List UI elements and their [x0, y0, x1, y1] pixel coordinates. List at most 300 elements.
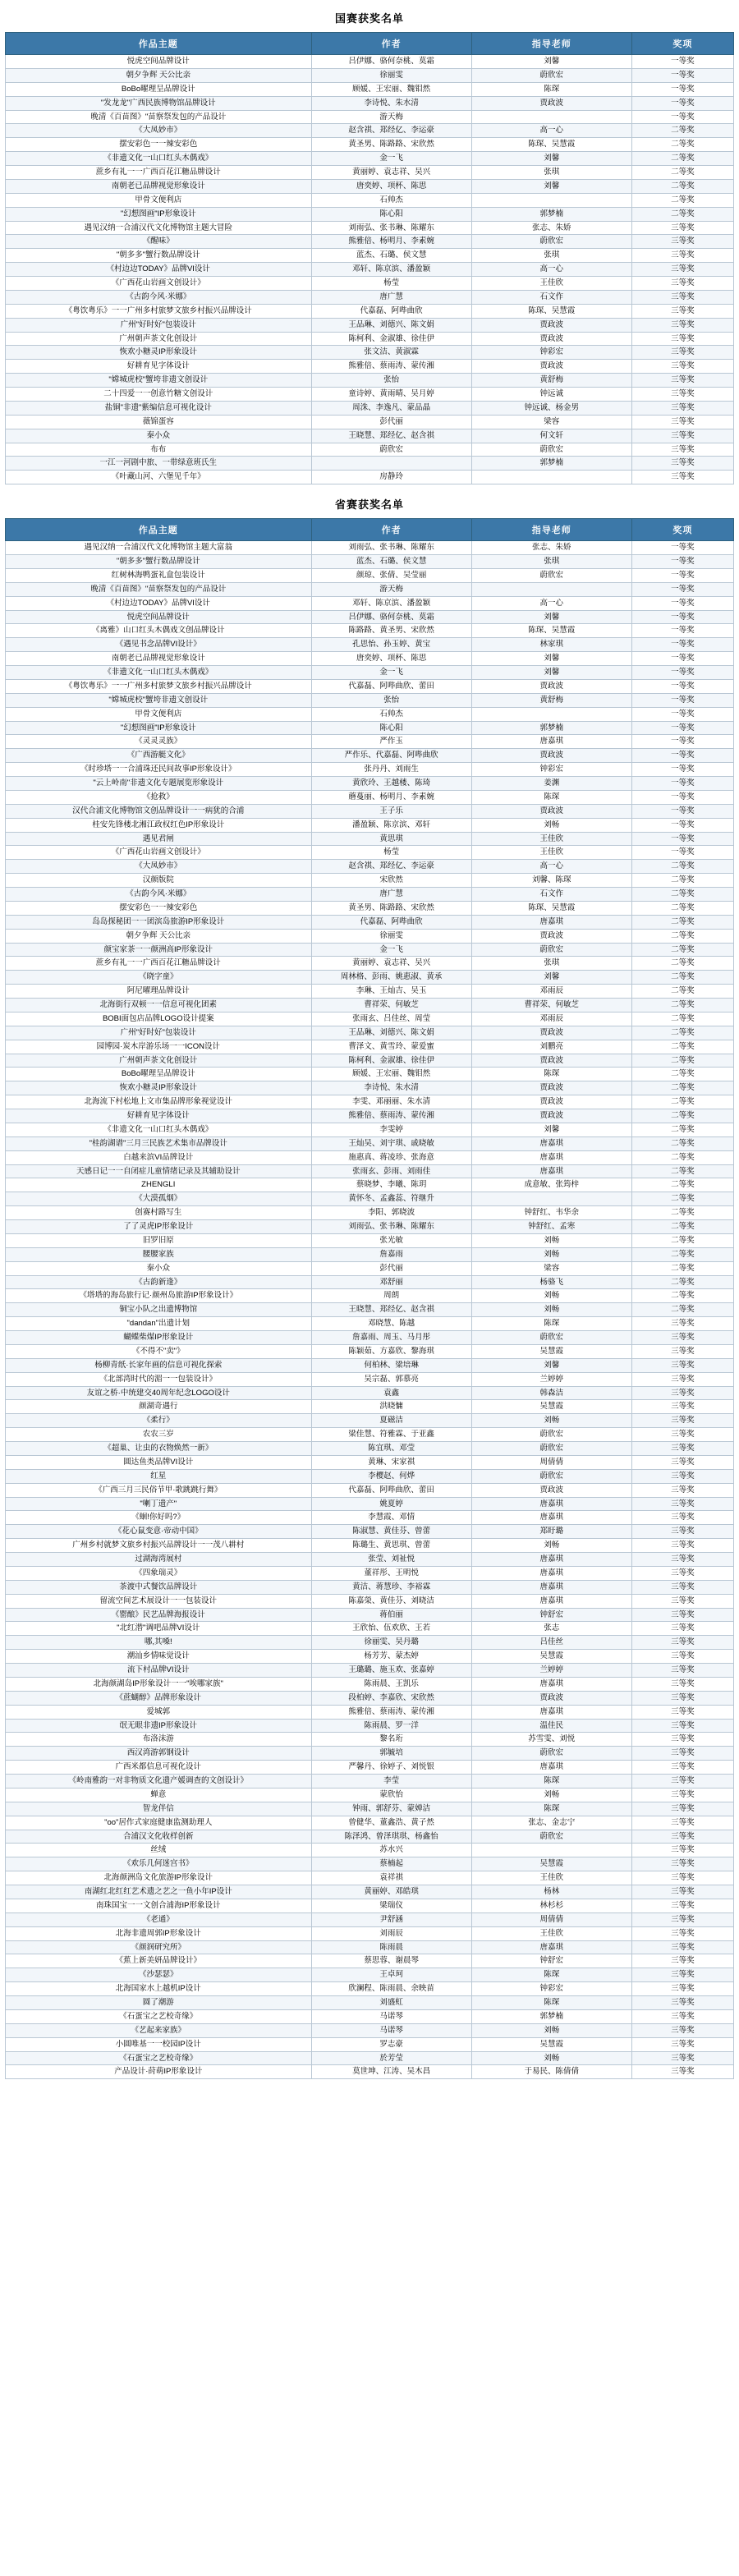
cell-advisor: 唐嘉琪 [471, 1761, 631, 1775]
cell-advisor [471, 1192, 631, 1206]
cell-author: 张文洁、黄淑霖 [311, 346, 471, 360]
cell-advisor: 高一心 [471, 596, 631, 610]
cell-author: 王晓慧、郑经亿、赵含祺 [311, 429, 471, 443]
table-row [6, 1664, 734, 1678]
cell-advisor: 刘馨 [471, 179, 631, 193]
table-header-row [6, 519, 734, 541]
cell-author: 刘盛虹 [311, 1996, 471, 2010]
cell-title: 南湖红北红红艺术遗之艺之一鱼小年IP设计 [6, 1885, 312, 1899]
cell-author: 刘雨辰 [311, 1926, 471, 1940]
cell-title: 智龙伴信 [6, 1802, 312, 1816]
cell-author: 苏水兴 [311, 1844, 471, 1857]
cell-award: 三等奖 [631, 277, 733, 291]
cell-author: 李雯、邓丽丽、朱水清 [311, 1095, 471, 1109]
col-header-award: 奖项 [631, 519, 733, 541]
cell-award: 一等奖 [631, 707, 733, 721]
cell-title: 恢欢小糖灵IP形象设计 [6, 346, 312, 360]
table-row [6, 457, 734, 471]
cell-advisor: 刘畅 [471, 1247, 631, 1261]
cell-title: 朝夕争辉 天公比亲 [6, 68, 312, 82]
cell-award: 三等奖 [631, 415, 733, 429]
cell-advisor: 吴慧霞 [471, 1344, 631, 1358]
cell-author: 黎名珩 [311, 1733, 471, 1747]
cell-award: 一等奖 [631, 582, 733, 596]
cell-author: 马诺琴 [311, 2009, 471, 2023]
table-row [6, 401, 734, 415]
table-row [6, 666, 734, 680]
cell-title: "dandan"出遗计划 [6, 1317, 312, 1331]
cell-title: 《老通》 [6, 1912, 312, 1926]
cell-advisor: 陈琛 [471, 1317, 631, 1331]
cell-advisor: 杨骆飞 [471, 1275, 631, 1289]
cell-title: "幻想图画"IP形象设计 [6, 207, 312, 221]
table-row [6, 374, 734, 388]
cell-advisor: 刘畅 [471, 1414, 631, 1428]
cell-award: 三等奖 [631, 1386, 733, 1400]
table-row [6, 1788, 734, 1802]
cell-author: 黄琳、宋家祺 [311, 1455, 471, 1469]
cell-award: 三等奖 [631, 1899, 733, 1912]
cell-author: 梁佳慧、符雅霖、于亚鑫 [311, 1428, 471, 1442]
cell-author: 金一飞 [311, 152, 471, 166]
cell-author: 邓晓慧、陈越 [311, 1317, 471, 1331]
table-row [6, 55, 734, 69]
cell-author: 陈心阳 [311, 721, 471, 735]
table-row [6, 1428, 734, 1442]
cell-advisor: 贾政波 [471, 1691, 631, 1705]
cell-award: 三等奖 [631, 2037, 733, 2051]
cell-author: 黄思琪 [311, 832, 471, 846]
cell-advisor: 刘畅 [471, 2051, 631, 2065]
cell-title: 《大凤妙市》 [6, 124, 312, 138]
cell-title: 《醒味》 [6, 235, 312, 249]
cell-award: 三等奖 [631, 1580, 733, 1594]
cell-advisor: 贾政波 [471, 318, 631, 332]
cell-author: 於芳莹 [311, 2051, 471, 2065]
table-row [6, 179, 734, 193]
cell-author: 颜琼、张倩、吴莹丽 [311, 568, 471, 582]
cell-award: 二等奖 [631, 915, 733, 929]
cell-author: 熊雅倍、蔡雨涛、蒙传湘 [311, 1109, 471, 1123]
table-row [6, 985, 734, 999]
cell-award: 一等奖 [631, 638, 733, 652]
cell-title: 布布 [6, 443, 312, 457]
cell-author: 邓轩、陈京滨、潘盈颖 [311, 596, 471, 610]
cell-title: 合浦汉文化收样创新 [6, 1830, 312, 1844]
cell-title: 《古韵新逢》 [6, 1275, 312, 1289]
cell-advisor: 成意敏、张筠梓 [471, 1178, 631, 1192]
cell-advisor: 唐嘉琪 [471, 1580, 631, 1594]
cell-author: 黄怀冬、孟鑫蕊、符继升 [311, 1192, 471, 1206]
cell-title: 北海流下村松地上文市集品牌形象视觉设计 [6, 1095, 312, 1109]
cell-title: 《村边边TODAY》品牌VI设计 [6, 263, 312, 277]
table-row [6, 110, 734, 124]
cell-advisor: 贾政波 [471, 1109, 631, 1123]
cell-advisor: 林杉杉 [471, 1899, 631, 1912]
cell-advisor: 蔚欣宏 [471, 943, 631, 957]
table-row [6, 1857, 734, 1871]
table-row [6, 652, 734, 666]
cell-title: 旧罗旧原 [6, 1233, 312, 1247]
cell-award: 三等奖 [631, 457, 733, 471]
cell-award: 三等奖 [631, 1691, 733, 1705]
cell-award: 二等奖 [631, 929, 733, 943]
cell-title: 哪,其嗓! [6, 1636, 312, 1650]
cell-advisor: 蔚欣宏 [471, 235, 631, 249]
cell-award: 三等奖 [631, 346, 733, 360]
cell-author: 黄丽婷、袁志祥、吴兴 [311, 166, 471, 180]
cell-award: 三等奖 [631, 2009, 733, 2023]
cell-award: 二等奖 [631, 1012, 733, 1026]
cell-title: 恢欢小糖灵IP形象设计 [6, 1081, 312, 1095]
awards-table-provincial [5, 518, 734, 2079]
table-header-row [6, 33, 734, 55]
table-row [6, 1622, 734, 1636]
cell-author: 潘盈颖、陈京滨、邓轩 [311, 818, 471, 832]
table-row [6, 888, 734, 902]
cell-title: 摆安彩色一一辣安彩色 [6, 901, 312, 915]
cell-advisor: 张琪 [471, 957, 631, 971]
cell-title: "云上岭南"非遗文化专题展览形象设计 [6, 777, 312, 791]
cell-title: "桂韵湖谱"三月三民族艺术集市品牌设计 [6, 1136, 312, 1150]
table-row [6, 1747, 734, 1761]
cell-advisor: 郑盱璐 [471, 1525, 631, 1539]
cell-award: 三等奖 [631, 388, 733, 402]
cell-award: 三等奖 [631, 290, 733, 304]
table-row [6, 68, 734, 82]
cell-author: 熊雅倍、蔡雨涛、蒙传湘 [311, 1705, 471, 1719]
cell-author: 莫世坤、江涛、吴木昌 [311, 2065, 471, 2079]
cell-author: 金一飞 [311, 943, 471, 957]
cell-title: 产品设计·莳萌IP形象设计 [6, 2065, 312, 2079]
table-row [6, 1497, 734, 1511]
cell-award: 二等奖 [631, 152, 733, 166]
table-row [6, 290, 734, 304]
cell-award: 三等奖 [631, 1566, 733, 1580]
cell-advisor [471, 110, 631, 124]
cell-author: 蔡思蓉、谢晨琴 [311, 1954, 471, 1968]
cell-title: 《村边边TODAY》品牌VI设计 [6, 596, 312, 610]
cell-advisor: 刘畅 [471, 1788, 631, 1802]
cell-author: 何柏林、梁培琳 [311, 1358, 471, 1372]
cell-advisor: 黄舒梅 [471, 693, 631, 707]
cell-author: 夏磁洁 [311, 1414, 471, 1428]
table-row [6, 207, 734, 221]
cell-advisor: 林家琪 [471, 638, 631, 652]
cell-award: 三等奖 [631, 1525, 733, 1539]
cell-award: 三等奖 [631, 429, 733, 443]
cell-title: 过湖海湾展村 [6, 1553, 312, 1567]
cell-author: 李阳、郭晓波 [311, 1206, 471, 1220]
table-row [6, 1442, 734, 1456]
cell-advisor: 贾政波 [471, 749, 631, 763]
cell-author: 邓舒丽 [311, 1275, 471, 1289]
cell-award: 三等奖 [631, 1830, 733, 1844]
cell-title: 《大凤妙市》 [6, 860, 312, 874]
cell-award: 三等奖 [631, 401, 733, 415]
cell-award: 三等奖 [631, 1664, 733, 1678]
cell-title: 潮汕乡情味觉设计 [6, 1650, 312, 1664]
cell-author: 钟雨、郭舒芬、蒙婵洁 [311, 1802, 471, 1816]
table-row [6, 1580, 734, 1594]
table-row [6, 96, 734, 110]
cell-title: 铜宝小队之出遗博物馆 [6, 1303, 312, 1317]
cell-award: 二等奖 [631, 138, 733, 152]
table-row [6, 638, 734, 652]
cell-award: 一等奖 [631, 555, 733, 569]
table-row [6, 1954, 734, 1968]
cell-title: 《艺起来家族》 [6, 2023, 312, 2037]
cell-title: 蝴蝶柴煤IP形象设计 [6, 1331, 312, 1345]
cell-title: 创赛村路写生 [6, 1206, 312, 1220]
table-row [6, 1719, 734, 1733]
cell-title: 好耕育见字体设计 [6, 1109, 312, 1123]
table-row [6, 804, 734, 818]
cell-advisor: 温佳民 [471, 1719, 631, 1733]
cell-advisor: 张琪 [471, 249, 631, 263]
cell-title: 岛岛探秘团一一团滨岛旅游IP形象设计 [6, 915, 312, 929]
cell-award: 三等奖 [631, 1802, 733, 1816]
table-row [6, 1289, 734, 1303]
cell-title: BOBI面包店品牌LOGO设计提案 [6, 1012, 312, 1026]
table-row [6, 1677, 734, 1691]
cell-author: 曹泽文、黄雪玲、蒙爱蜜 [311, 1040, 471, 1054]
cell-author: 陈璐生、黄思琪、曾蕾 [311, 1539, 471, 1553]
table-row [6, 1303, 734, 1317]
cell-award: 三等奖 [631, 1539, 733, 1553]
cell-award: 二等奖 [631, 957, 733, 971]
table-row [6, 1594, 734, 1608]
cell-title: 杨柳青纸·长家年画的信息可视化探索 [6, 1358, 312, 1372]
cell-title: 汉颜版院 [6, 874, 312, 888]
cell-title: 《罂酿》民艺品牌海报设计 [6, 1608, 312, 1622]
cell-award: 三等奖 [631, 1788, 733, 1802]
table-row [6, 874, 734, 888]
section-national [5, 3, 734, 484]
cell-title: 北海颜洲岛文化旅游IP形象设计 [6, 1871, 312, 1885]
cell-advisor: 陈琛、吴慧霞 [471, 624, 631, 638]
cell-author: 赵含祺、郑经亿、李运豪 [311, 860, 471, 874]
cell-award: 二等奖 [631, 1178, 733, 1192]
cell-advisor: 贾政波 [471, 1054, 631, 1068]
cell-advisor: 唐嘉琪 [471, 735, 631, 749]
cell-advisor: 何文轩 [471, 429, 631, 443]
table-row [6, 1775, 734, 1789]
cell-advisor: 刘畅 [471, 2023, 631, 2037]
cell-award: 一等奖 [631, 55, 733, 69]
table-row [6, 193, 734, 207]
cell-author: 熊雅倍、蔡雨涛、蒙传湘 [311, 360, 471, 374]
cell-author: 陈雨晨、王凯乐 [311, 1677, 471, 1691]
cell-title: 摆安彩色一一辣安彩色 [6, 138, 312, 152]
cell-title: "喇丁遗产" [6, 1497, 312, 1511]
cell-title: 天感日记一一自闭症儿童情绪记录及其辅助设计 [6, 1164, 312, 1178]
table-row [6, 277, 734, 291]
cell-title: 《沙瑟瑟》 [6, 1968, 312, 1982]
cell-author: 蔡晓梦、李曦、陈玥 [311, 1178, 471, 1192]
cell-author: 李诗悦、朱水清 [311, 96, 471, 110]
cell-author: 顾媛、王宏丽、魏钼然 [311, 82, 471, 96]
cell-award: 二等奖 [631, 166, 733, 180]
cell-advisor: 吕佳丝 [471, 1636, 631, 1650]
cell-author: 王晓慧、郑经亿、赵含祺 [311, 1303, 471, 1317]
cell-award: 二等奖 [631, 1081, 733, 1095]
table-row [6, 235, 734, 249]
cell-author: 陈柯利、金淑雄、徐佳伊 [311, 332, 471, 346]
cell-author: 段柏婷、李嘉欣、宋欣然 [311, 1691, 471, 1705]
cell-advisor: 唐嘉琪 [471, 1705, 631, 1719]
cell-author: 黄欣玲、王越楼、陈琦 [311, 777, 471, 791]
cell-author: 王欣怡、伍欢欣、王若 [311, 1622, 471, 1636]
cell-award: 三等奖 [631, 1553, 733, 1567]
cell-award: 三等奖 [631, 1331, 733, 1345]
cell-title: 阿尼曜理品牌设计 [6, 985, 312, 999]
table-row [6, 707, 734, 721]
cell-award: 三等奖 [631, 1469, 733, 1483]
cell-advisor: 蔚欣宏 [471, 1331, 631, 1345]
cell-author: 代嘉磊、阿哔曲欣 [311, 304, 471, 318]
cell-award: 三等奖 [631, 1400, 733, 1414]
cell-advisor: 陈琛、吴慧霞 [471, 901, 631, 915]
cell-advisor: 吴慧霞 [471, 1650, 631, 1664]
col-header-title: 作品主题 [6, 33, 312, 55]
cell-award: 三等奖 [631, 1871, 733, 1885]
col-header-advisor: 指导老师 [471, 519, 631, 541]
table-row [6, 1705, 734, 1719]
table-row [6, 1761, 734, 1775]
cell-title: 《颜润研究所》 [6, 1940, 312, 1954]
cell-author: 周朗 [311, 1289, 471, 1303]
cell-author: 游天梅 [311, 110, 471, 124]
section-provincial [5, 489, 734, 2079]
table-row [6, 915, 734, 929]
table-row [6, 582, 734, 596]
cell-award: 一等奖 [631, 777, 733, 791]
cell-title: 悦虎空间品牌设计 [6, 55, 312, 69]
cell-title: 友谊之桥·中统建交40周年纪念LOGO设计 [6, 1386, 312, 1400]
cell-advisor: 王佳欣 [471, 1871, 631, 1885]
cell-author: 严馨丹、徐婷子、刘悦银 [311, 1761, 471, 1775]
table-row [6, 1164, 734, 1178]
cell-award: 一等奖 [631, 541, 733, 555]
cell-award: 一等奖 [631, 846, 733, 860]
cell-award: 三等奖 [631, 1677, 733, 1691]
cell-advisor: 张志 [471, 1622, 631, 1636]
cell-advisor: 钟舒红、孟寒 [471, 1220, 631, 1234]
table-row [6, 471, 734, 484]
cell-author: 刘雨弘、张书琳、陈耀东 [311, 221, 471, 235]
table-row [6, 541, 734, 555]
cell-advisor: 吴慧霞 [471, 1857, 631, 1871]
cell-advisor: 陈琛、吴慧霞 [471, 138, 631, 152]
cell-title: 《灵灵灵族》 [6, 735, 312, 749]
cell-advisor: 唐嘉琪 [471, 1940, 631, 1954]
cell-advisor: 贾政波 [471, 96, 631, 110]
cell-title: 遇见汉纳一合浦汉代文化博物馆主题大富翁 [6, 541, 312, 555]
cell-award: 一等奖 [631, 596, 733, 610]
cell-advisor: 张志、朱娇 [471, 541, 631, 555]
cell-title: 北海非遗周郭IP形象设计 [6, 1926, 312, 1940]
cell-award: 三等奖 [631, 263, 733, 277]
cell-award: 一等奖 [631, 818, 733, 832]
cell-advisor: 高一心 [471, 263, 631, 277]
table-row [6, 304, 734, 318]
cell-author: 蘑蔓丽、杨明月、李素婉 [311, 790, 471, 804]
cell-title: 悦虎空间品牌设计 [6, 610, 312, 624]
cell-advisor: 邓雨辰 [471, 1012, 631, 1026]
cell-advisor: 周倩倩 [471, 1912, 631, 1926]
cell-author: 张怡 [311, 374, 471, 388]
cell-advisor: 刘馨 [471, 610, 631, 624]
cell-title: 《石蛋宝之艺校奇缘》 [6, 2051, 312, 2065]
cell-award: 一等奖 [631, 832, 733, 846]
table-row [6, 1040, 734, 1054]
cell-title: 二十四爱一一创意竹糖文创设计 [6, 388, 312, 402]
table-row [6, 1400, 734, 1414]
cell-award: 三等奖 [631, 1968, 733, 1982]
cell-advisor: 刘馨 [471, 1123, 631, 1136]
table-row [6, 1691, 734, 1705]
cell-title: 腰腰家族 [6, 1247, 312, 1261]
cell-advisor: 贾政波 [471, 332, 631, 346]
cell-author: 陈柯利、金淑雄、徐佳伊 [311, 1054, 471, 1068]
awards-table-national [5, 32, 734, 484]
cell-award: 三等奖 [631, 443, 733, 457]
cell-author: 赵含祺、郑经亿、李运豪 [311, 124, 471, 138]
table-row [6, 790, 734, 804]
cell-award: 二等奖 [631, 1040, 733, 1054]
cell-advisor: 刘馨 [471, 55, 631, 69]
cell-award: 一等奖 [631, 721, 733, 735]
cell-author: 袁祥祺 [311, 1871, 471, 1885]
cell-author: 李诗悦、朱水清 [311, 1081, 471, 1095]
cell-title: 南朝老已品牌视觉形象设计 [6, 179, 312, 193]
cell-author: 蒋伯丽 [311, 1608, 471, 1622]
cell-award: 二等奖 [631, 1261, 733, 1275]
cell-title: 晚清《百苗图》"苗察祭发包的产品设计 [6, 582, 312, 596]
cell-advisor: 唐嘉琪 [471, 1553, 631, 1567]
cell-title: 颜宝家茶一一颜洲高IP形象设计 [6, 943, 312, 957]
cell-title: 《非遗文化一山口红头木偶戏》 [6, 666, 312, 680]
cell-title: 《广西花山岩画文创设计》 [6, 277, 312, 291]
table-row [6, 443, 734, 457]
cell-award: 三等奖 [631, 1761, 733, 1775]
cell-advisor: 刘畅 [471, 818, 631, 832]
table-row [6, 1261, 734, 1275]
cell-title: 甲骨文便利店 [6, 707, 312, 721]
cell-advisor [471, 471, 631, 484]
cell-author: 董祥彤、王明悦 [311, 1566, 471, 1580]
table-row [6, 1940, 734, 1954]
cell-advisor: 唐嘉琪 [471, 1136, 631, 1150]
cell-title: 《遇见书念品牌VI设计》 [6, 638, 312, 652]
cell-advisor: 张琪 [471, 166, 631, 180]
cell-author: 袁鑫 [311, 1386, 471, 1400]
cell-advisor: 邓雨辰 [471, 985, 631, 999]
cell-author: 代嘉磊、阿哔曲欣 [311, 915, 471, 929]
cell-author: 王卓珂 [311, 1968, 471, 1982]
cell-advisor: 陈琛 [471, 790, 631, 804]
cell-title: 《石蛋宝之艺校奇缘》 [6, 2009, 312, 2023]
table-row [6, 82, 734, 96]
cell-advisor: 刘鹏亮 [471, 1040, 631, 1054]
cell-award: 三等奖 [631, 1996, 733, 2010]
table-row [6, 721, 734, 735]
cell-advisor: 刘畅 [471, 1303, 631, 1317]
cell-title: 圆达鱼类品牌VI设计 [6, 1455, 312, 1469]
table-row [6, 1733, 734, 1747]
table-row [6, 1123, 734, 1136]
